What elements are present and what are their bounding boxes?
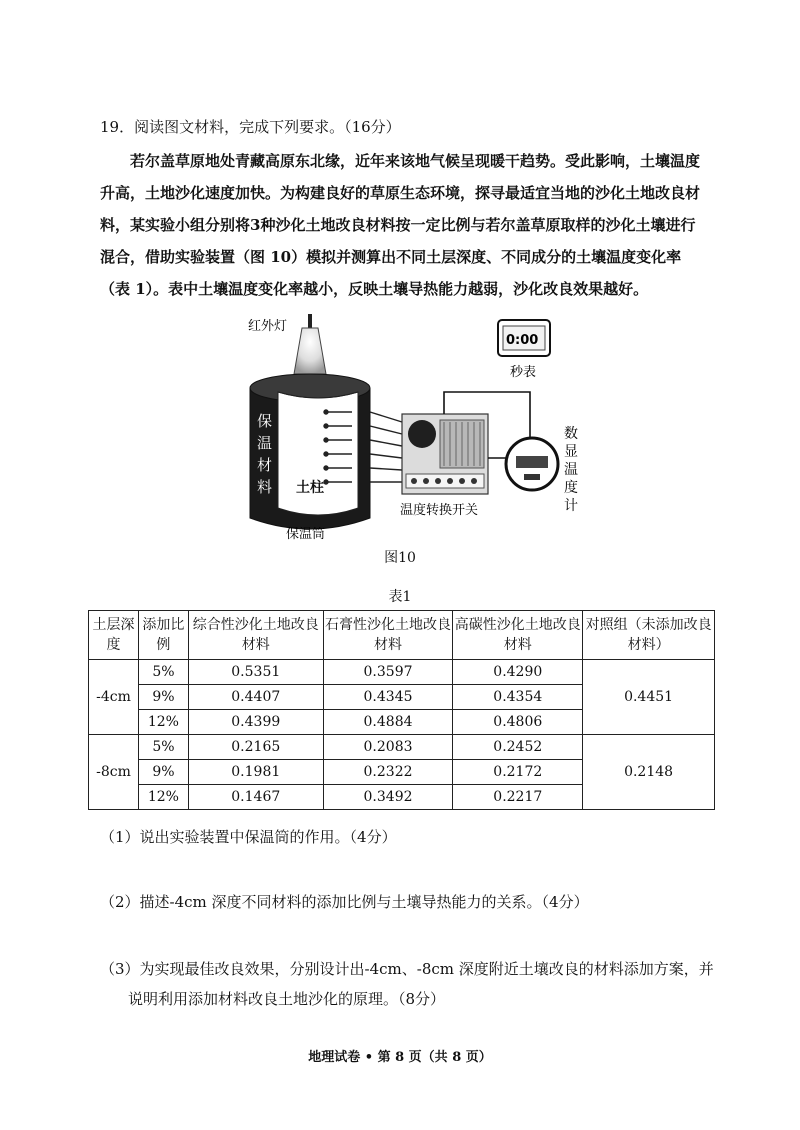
value-cell: 0.2452 <box>453 735 583 760</box>
insulation-cylinder-label: 保温筒 <box>286 527 326 542</box>
ratio-cell: 9% <box>138 685 188 710</box>
switch-label: 温度转换开关 <box>400 503 479 518</box>
soil-temperature-table <box>88 610 715 810</box>
figure-caption: 图10 <box>384 550 416 566</box>
ratio-cell: 12% <box>138 785 188 810</box>
temperature-switch-icon <box>402 414 488 494</box>
page-footer: 地理试卷 • 第 8 页（共 8 页） <box>308 1050 492 1065</box>
value-cell: 0.3597 <box>323 660 453 685</box>
table-row <box>89 660 715 685</box>
header-material-c: 高碳性沙化土地改良材料 <box>453 611 583 660</box>
value-cell: 0.2322 <box>323 760 453 785</box>
thermometer-label-2: 显 <box>564 444 578 460</box>
thermometer-label-5: 计 <box>564 498 578 514</box>
table-row <box>89 735 715 760</box>
header-material-b: 石膏性沙化土地改良材料 <box>323 611 453 660</box>
ratio-cell: 12% <box>138 710 188 735</box>
subquestion-1: （1）说出实验装置中保温筒的作用。（4分） <box>100 828 397 846</box>
insulation-material-label-3: 材 <box>257 456 273 474</box>
thermometer-label-3: 温 <box>564 462 578 478</box>
control-cell: 0.2148 <box>583 735 715 810</box>
table-caption: 表1 <box>388 589 412 605</box>
value-cell: 0.3492 <box>323 785 453 810</box>
stopwatch-display: 0:00 <box>506 333 539 348</box>
value-cell: 0.4290 <box>453 660 583 685</box>
insulation-material-label-4: 料 <box>257 478 273 496</box>
stopwatch-label: 秒表 <box>510 365 537 380</box>
question-paragraph: 若尔盖草原地处青藏高原东北缘，近年来该地气候呈现暖干趋势。受此影响，土壤温度升高，土地沙化速度加快。为构建良好的草原生态环境，探寻最适宜当地的沙化土地改良材料，某实验小组分别将3种沙化土地改良材料按一定比例与若尔盖草原取样的沙化土壤进行混合，借助实验装置（图 10）模拟并测算出不同土层深度、不同成分的土壤温度变化率（表 1）。表中土壤温度变化率越小，反映土壤导热能力越弱，沙化改良效果越好。 <box>100 152 701 298</box>
table-header-row <box>89 611 715 660</box>
depth-cell: -8cm <box>89 735 139 810</box>
subquestion-2: （2）描述-4cm 深度不同材料的添加比例与土壤导热能力的关系。（4分） <box>100 893 589 911</box>
digital-thermometer-icon <box>506 438 558 490</box>
value-cell: 0.4354 <box>453 685 583 710</box>
value-cell: 0.4399 <box>188 710 323 735</box>
value-cell: 0.1981 <box>188 760 323 785</box>
insulation-material-label-2: 温 <box>257 434 273 452</box>
ratio-cell: 9% <box>138 760 188 785</box>
depth-cell: -4cm <box>89 660 139 735</box>
header-depth: 土层深度 <box>89 611 139 660</box>
value-cell: 0.2083 <box>323 735 453 760</box>
header-material-a: 综合性沙化土地改良材料 <box>188 611 323 660</box>
value-cell: 0.4407 <box>188 685 323 710</box>
control-cell: 0.4451 <box>583 660 715 735</box>
subquestion-3-line-2: 说明利用添加材料改良土地沙化的原理。（8分） <box>128 990 446 1008</box>
header-control: 对照组（未添加改良材料） <box>583 611 715 660</box>
insulation-material-label-1: 保 <box>257 412 273 430</box>
header-ratio: 添加比例 <box>138 611 188 660</box>
value-cell: 0.4806 <box>453 710 583 735</box>
question-title: 19．阅读图文材料，完成下列要求。（16分） <box>100 118 401 136</box>
value-cell: 0.4884 <box>323 710 453 735</box>
ratio-cell: 5% <box>138 660 188 685</box>
lamp-label: 红外灯 <box>248 319 288 334</box>
soil-column-label: 土柱 <box>296 480 324 496</box>
value-cell: 0.2172 <box>453 760 583 785</box>
value-cell: 0.4345 <box>323 685 453 710</box>
infrared-lamp-icon <box>294 314 326 374</box>
ratio-cell: 5% <box>138 735 188 760</box>
value-cell: 0.5351 <box>188 660 323 685</box>
thermometer-label-1: 数 <box>564 426 578 442</box>
value-cell: 0.1467 <box>188 785 323 810</box>
subquestion-3-line-1: （3）为实现最佳改良效果，分别设计出-4cm、-8cm 深度附近土壤改良的材料添加方案，并 <box>100 960 714 978</box>
experiment-apparatus-figure <box>230 308 590 548</box>
thermometer-label-4: 度 <box>564 480 578 496</box>
value-cell: 0.2165 <box>188 735 323 760</box>
value-cell: 0.2217 <box>453 785 583 810</box>
